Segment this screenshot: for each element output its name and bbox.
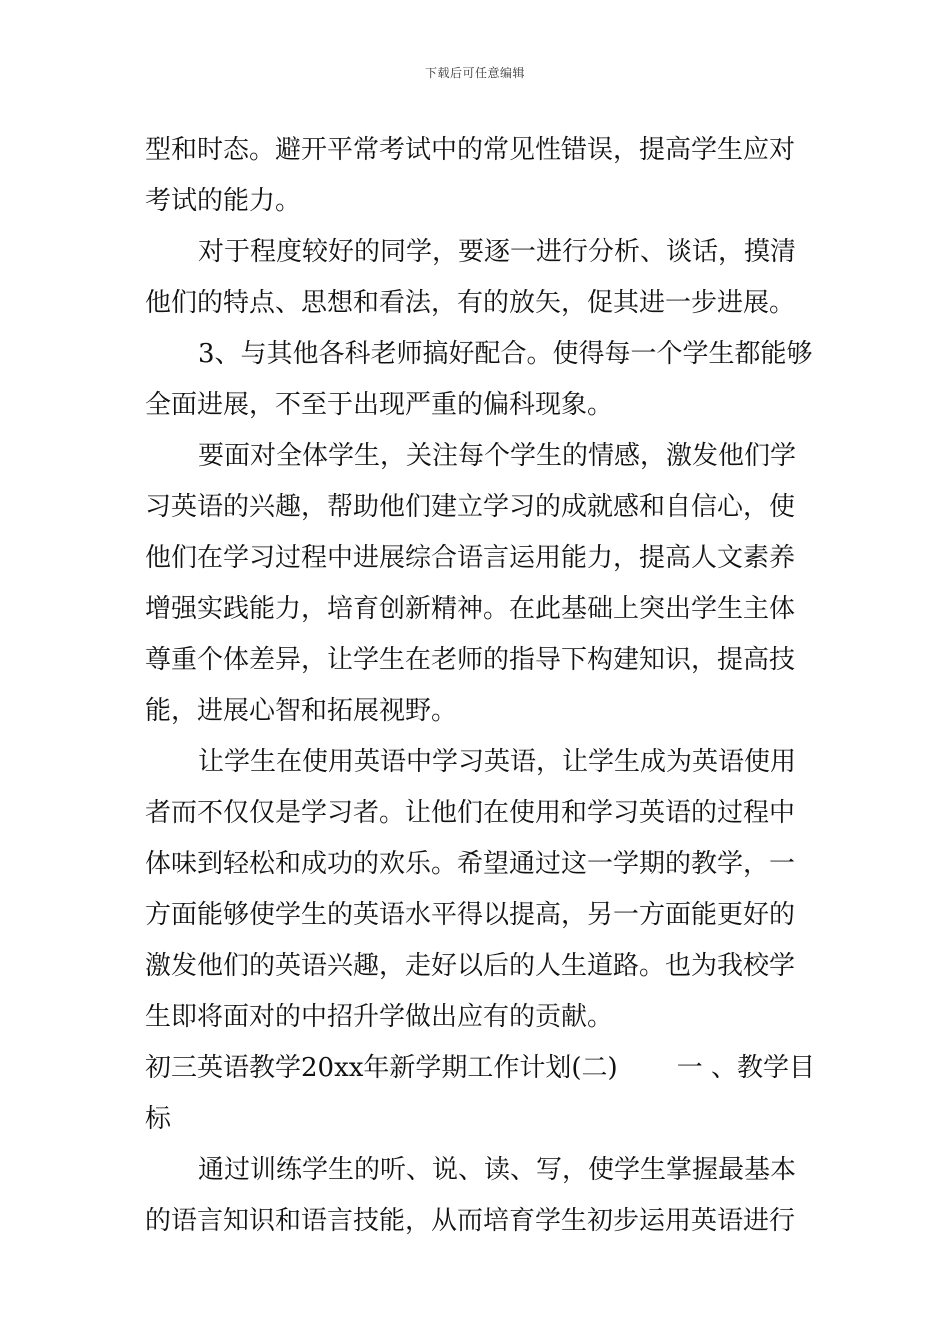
paragraph-first-line: 对于程度较好的同学，要逐一进行分析、谈话，摸清 [198,237,797,267]
body-line: 增强实践能力，培育创新精神。在此基础上突出学生主体 [145,594,796,624]
body-line: 他们的特点、思想和看法，有的放矢，促其进一步进展。 [145,288,796,318]
section-title: 一 、教学目 [676,1053,815,1083]
body-line: 体味到轻松和成功的欢乐。希望通过这一学期的教学，一 [145,849,796,879]
body-line: 尊重个体差异，让学生在老师的指导下构建知识，提高技 [145,645,796,675]
body-line: 标 [145,1104,172,1134]
body-line: 者而不仅仅是学习者。让他们在使用和学习英语的过程中 [145,798,796,828]
body-line: 全面进展，不至于出现严重的偏科现象。 [145,390,614,420]
body-line: 激发他们的英语兴趣，走好以后的人生道路。也为我校学 [145,951,796,981]
body-line: 习英语的兴趣，帮助他们建立学习的成就感和自信心，使 [145,492,796,522]
body-line: 的语言知识和语言技能，从而培育学生初步运用英语进行 [145,1206,796,1236]
body-line: 方面能够使学生的英语水平得以提高，另一方面能更好的 [145,900,796,930]
paragraph-first-line: 3、与其他各科老师搞好配合。使得每一个学生都能够 [198,339,813,369]
paragraph-first-line: 要面对全体学生，关注每个学生的情感，激发他们学 [198,441,797,471]
paragraph-first-line: 让学生在使用英语中学习英语，让学生成为英语使用 [198,747,797,777]
body-line: 他们在学习过程中进展综合语言运用能力，提高人文素养 [145,543,796,573]
body-line: 能，进展心智和拓展视野。 [145,696,458,726]
body-line: 型和时态。避开平常考试中的常见性错误，提高学生应对 [145,135,796,165]
document-title: 初三英语教学20xx年新学期工作计划(二) [145,1053,618,1083]
page-header-note: 下载后可任意编辑 [424,66,525,80]
body-line: 考试的能力。 [145,186,302,216]
body-line: 生即将面对的中招升学做出应有的贡献。 [145,1002,614,1032]
paragraph-first-line: 通过训练学生的听、说、读、写，使学生掌握最基本 [198,1155,797,1185]
